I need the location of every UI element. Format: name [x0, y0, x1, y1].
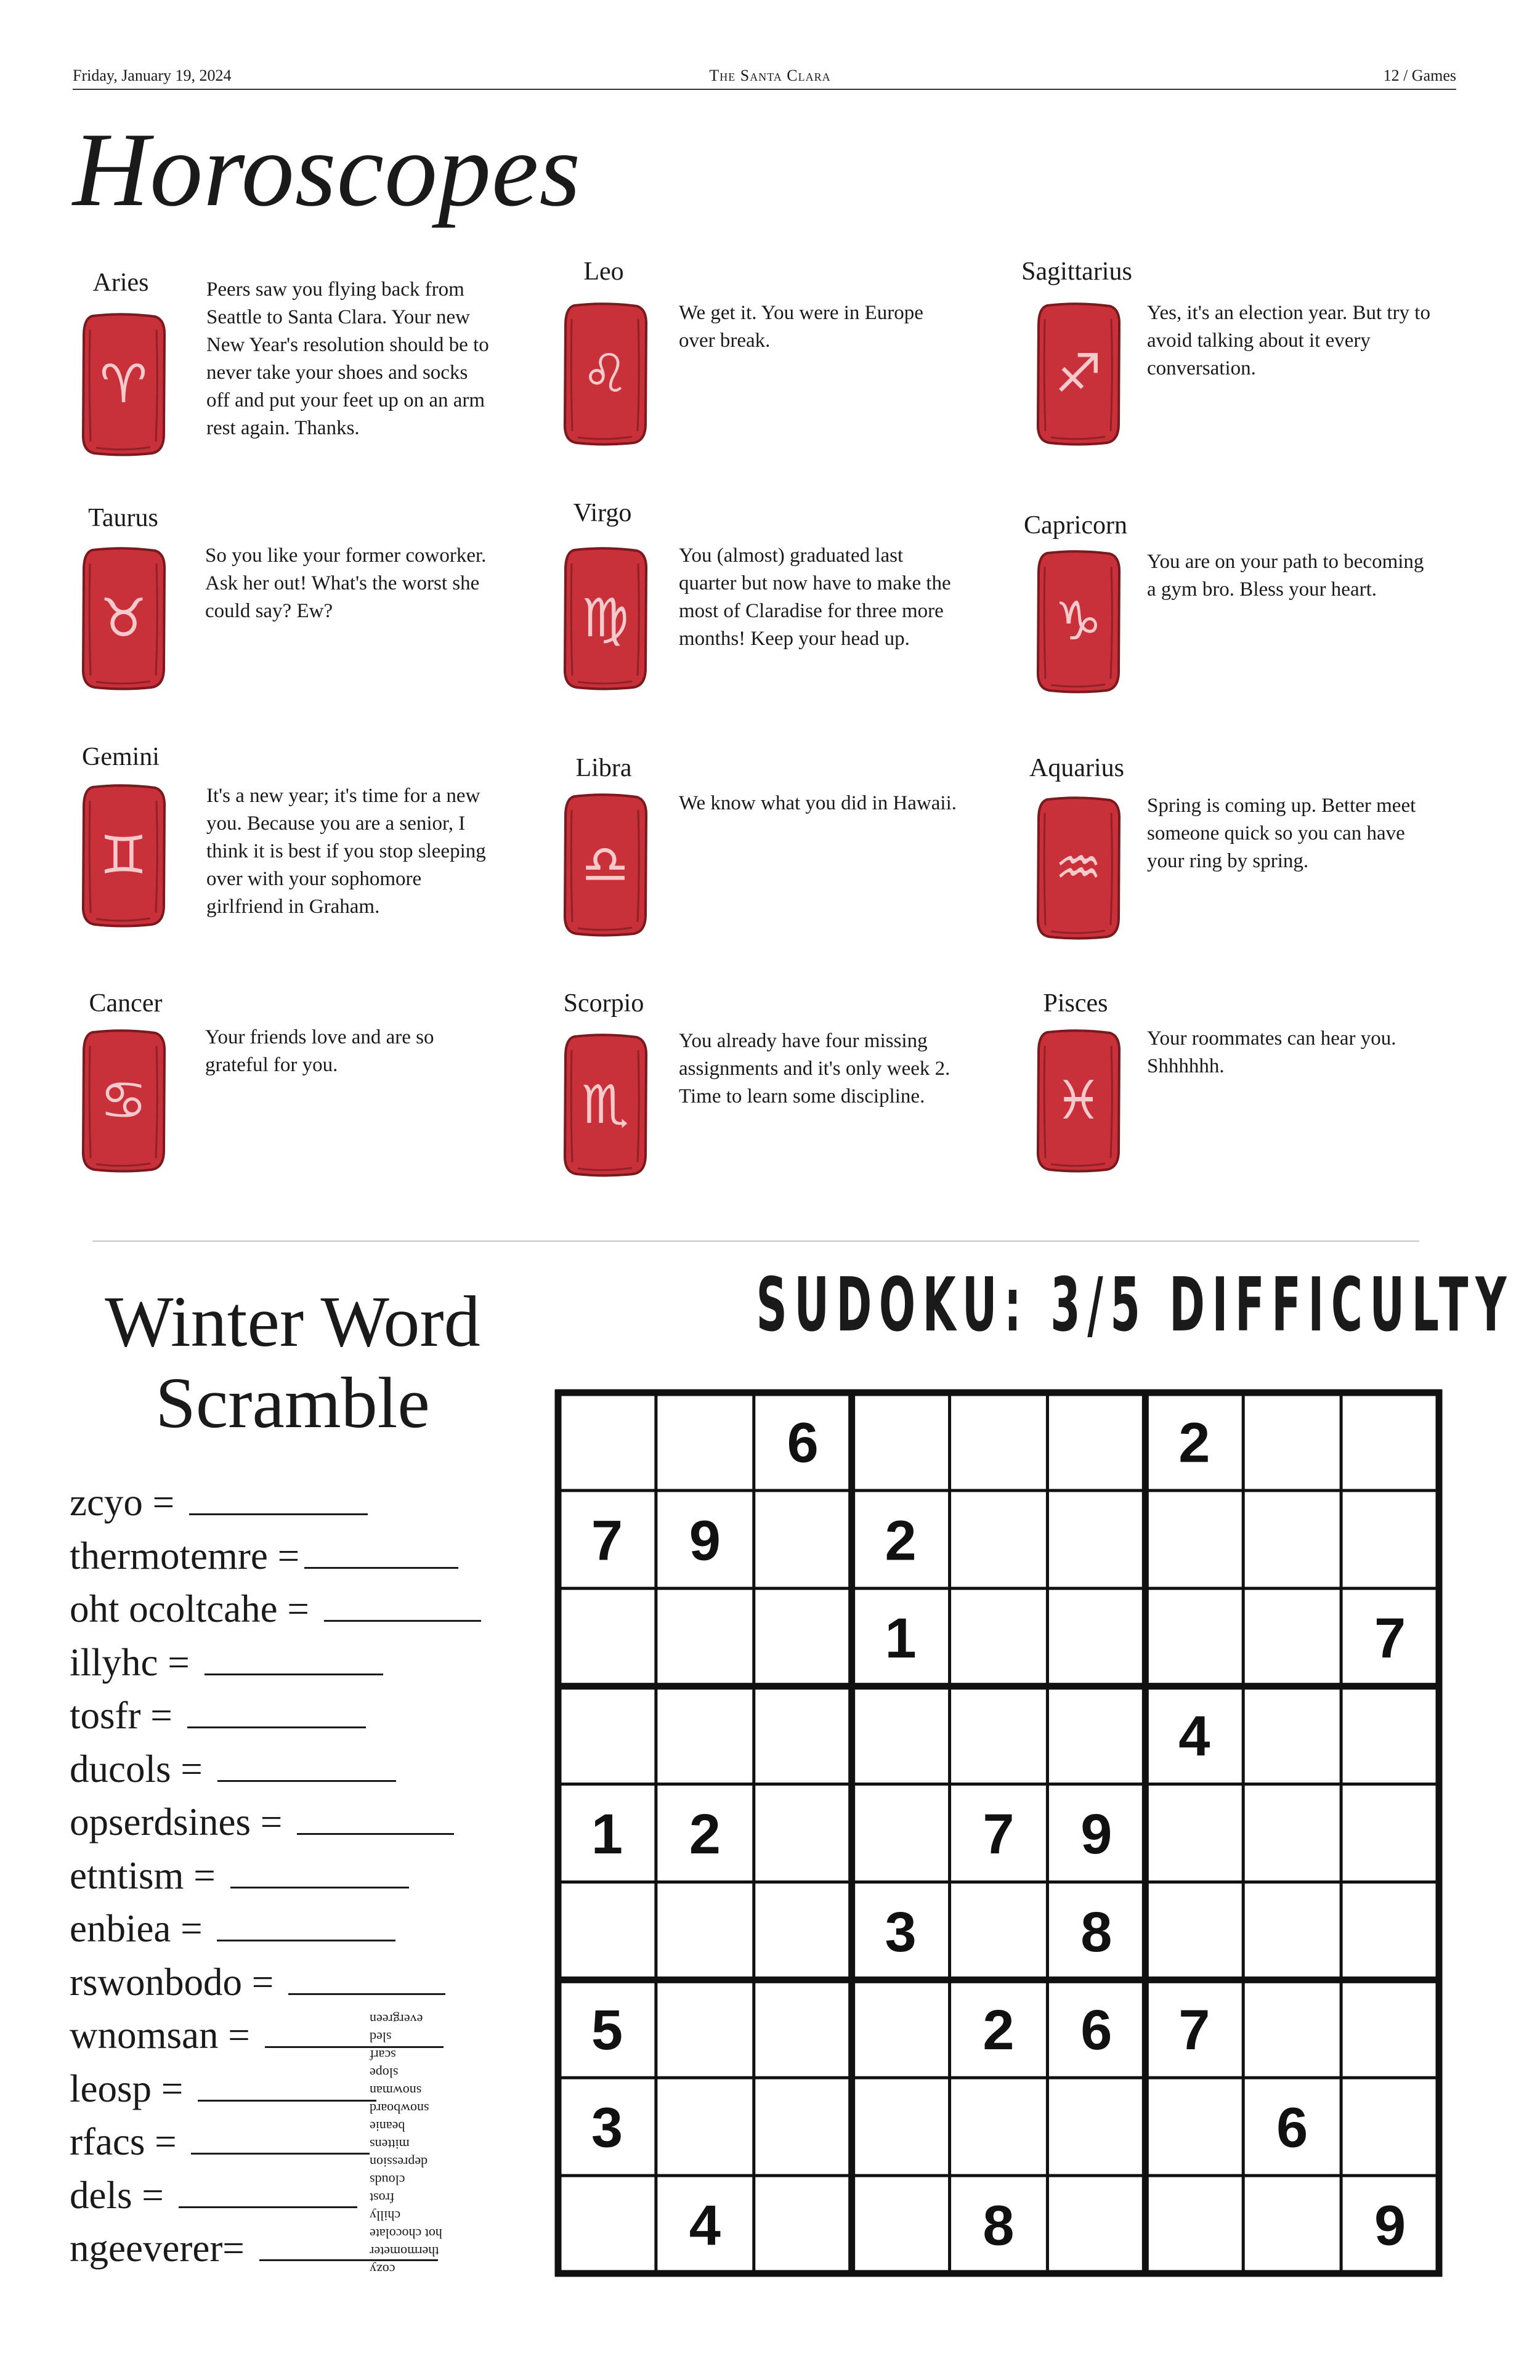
aries-zodiac-tile-icon: [79, 311, 168, 458]
scrambled-word: oht ocoltcahe =: [70, 1587, 319, 1630]
sudoku-cell[interactable]: [1246, 1689, 1339, 1782]
issue-date: Friday, January 19, 2024: [73, 67, 232, 84]
answer-key-word: depression: [370, 2155, 428, 2170]
scramble-title: [37, 1281, 548, 1444]
sign-name-capricorn: Capricorn: [1024, 511, 1127, 540]
sudoku-given-digit: 2: [1178, 1411, 1210, 1475]
sudoku-cell[interactable]: [659, 1591, 752, 1684]
sudoku-cell[interactable]: [1246, 1787, 1339, 1880]
sign-name-aries: Aries: [92, 269, 149, 297]
sign-name-taurus: Taurus: [88, 504, 158, 532]
answer-key-word: mittens: [370, 2137, 410, 2152]
sudoku-cell[interactable]: [756, 1982, 849, 2075]
sudoku-cell[interactable]: [659, 1395, 752, 1488]
sudoku-cell[interactable]: [854, 2080, 947, 2173]
sign-name-aquarius: Aquarius: [1029, 754, 1124, 782]
scramble-row: [70, 1696, 366, 1735]
sudoku-cell[interactable]: [1246, 1591, 1339, 1684]
sudoku-cell[interactable]: [952, 1591, 1045, 1684]
sudoku-cell[interactable]: [659, 1884, 752, 1977]
sudoku-given-digit: 6: [1276, 2096, 1308, 2159]
sagittarius-zodiac-tile-icon: [1034, 301, 1123, 447]
sudoku-cell[interactable]: [952, 1395, 1045, 1488]
sudoku-given-digit: 1: [591, 1803, 623, 1866]
answer-key-word: frost: [370, 2190, 395, 2206]
sign-name-virgo: Virgo: [573, 499, 632, 527]
sudoku-given-digit: 9: [689, 1509, 721, 1572]
sudoku-cell[interactable]: [854, 1689, 947, 1782]
sign-name-sagittarius: Sagittarius: [1021, 257, 1132, 286]
taurus-zodiac-tile-icon: [79, 545, 168, 692]
capricorn-zodiac-symbol: ♑: [1054, 591, 1103, 652]
answer-key-word: hot chocolate: [370, 2226, 442, 2241]
sudoku-given-digit: 9: [1374, 2194, 1406, 2257]
scramble-row: [70, 1483, 368, 1522]
answer-blank[interactable]: [189, 1513, 368, 1515]
answer-key-word: sled: [370, 2030, 392, 2045]
sign-name-libra: Libra: [575, 754, 632, 782]
publication-name: The Santa Clara: [709, 67, 831, 84]
sudoku-cell[interactable]: [1246, 1982, 1339, 2075]
sudoku-cell[interactable]: [756, 1689, 849, 1782]
sign-name-cancer: Cancer: [89, 989, 163, 1018]
sudoku-cell[interactable]: [1050, 1395, 1143, 1488]
horoscope-text-gemini: It's a new year; it's time for a new you. Because you are a senior, I think it is best if you stop sleeping over with your sophomore girlfriend in Graham.: [206, 785, 486, 918]
sudoku-given-digit: 5: [591, 1998, 623, 2062]
answer-blank[interactable]: [205, 1674, 383, 1675]
sudoku-cell[interactable]: [561, 1884, 654, 1977]
scrambled-word: ducols =: [70, 1747, 213, 1791]
answer-key-word: snowboard: [370, 2101, 429, 2116]
scrambled-word: enbiea =: [70, 1907, 213, 1950]
sudoku-cell[interactable]: [952, 1884, 1045, 1977]
horoscopes-title: Horoscopes: [73, 111, 582, 229]
scrambled-word: zcyo =: [70, 1481, 184, 1524]
sudoku-cell[interactable]: [561, 1395, 654, 1488]
sudoku-cell[interactable]: [1148, 1884, 1241, 1977]
pisces-zodiac-symbol: ♓: [1054, 1070, 1103, 1131]
scramble-row: [70, 2066, 376, 2110]
sudoku-cell[interactable]: [1050, 2080, 1143, 2173]
sudoku-given-digit: 2: [689, 1803, 721, 1866]
answer-key-word: clouds: [370, 2172, 405, 2188]
scramble-title-line2: Scramble: [155, 1362, 430, 1443]
sudoku-cell[interactable]: [854, 1395, 947, 1488]
leo-zodiac-symbol: ♌: [581, 343, 630, 405]
sudoku-grid: [554, 1389, 1443, 2277]
sudoku-cell[interactable]: [659, 1689, 752, 1782]
sudoku-cell[interactable]: [1343, 1689, 1437, 1782]
horoscope-text-aries: Peers saw you flying back from Seattle to Santa Clara. Your new New Year's resolution should be to never take your shoes and socks off and put your feet up on an arm rest again. Thanks.: [206, 278, 489, 439]
sudoku-cell[interactable]: [1246, 1395, 1339, 1488]
sudoku-given-digit: 7: [983, 1803, 1015, 1866]
sudoku-cell[interactable]: [1246, 2178, 1339, 2271]
answer-key-word: evergreen: [370, 2012, 423, 2027]
answer-key-word: chilly: [370, 2208, 401, 2224]
scrambled-word: tosfr =: [70, 1694, 182, 1737]
horoscope-text-capricorn: You are on your path to becoming a gym bro. Bless your heart.: [1147, 551, 1424, 601]
scrambled-word: opserdsines =: [70, 1800, 292, 1844]
horoscope-text-leo: We get it. You were in Europe over break.: [679, 302, 923, 352]
sudoku-cell[interactable]: [561, 1591, 654, 1684]
answer-blank[interactable]: [304, 1567, 458, 1569]
sagittarius-zodiac-symbol: ♐: [1054, 343, 1103, 405]
horoscope-text-pisces: Your roommates can hear you. Shhhhhh.: [1147, 1027, 1396, 1077]
answer-blank[interactable]: [288, 1993, 445, 1995]
scramble-row: [70, 2120, 370, 2163]
sudoku-cell[interactable]: [1343, 1395, 1437, 1488]
sign-name-pisces: Pisces: [1043, 989, 1108, 1018]
virgo-zodiac-symbol: ♍: [581, 588, 630, 649]
pisces-zodiac-tile-icon: [1034, 1027, 1123, 1174]
answer-key-word: scarf: [370, 2047, 396, 2063]
sudoku-cell[interactable]: [1148, 1787, 1241, 1880]
sudoku-title: SUDOKU: 3/5 DIFFICULTY: [756, 1263, 1514, 1348]
taurus-zodiac-symbol: ♉: [99, 588, 148, 649]
aquarius-zodiac-symbol: ♒: [1054, 837, 1103, 899]
scrambled-word: wnomsan =: [70, 2014, 260, 2057]
sudoku-cell[interactable]: [1343, 1787, 1437, 1880]
sudoku-cell[interactable]: [952, 2080, 1045, 2173]
sudoku-cell[interactable]: [1343, 1982, 1437, 2075]
answer-blank[interactable]: [297, 1833, 454, 1835]
scorpio-zodiac-tile-icon: [561, 1032, 650, 1178]
sudoku-given-digit: 1: [885, 1607, 917, 1670]
virgo-zodiac-tile-icon: [561, 545, 650, 692]
sudoku-given-digit: 6: [787, 1411, 819, 1475]
sign-name-gemini: Gemini: [82, 743, 160, 771]
sudoku-given-digit: 2: [885, 1509, 917, 1572]
cancer-zodiac-tile-icon: [79, 1027, 168, 1174]
page-number: 12 / Games: [1383, 67, 1456, 84]
answer-blank[interactable]: [217, 1780, 396, 1782]
answer-blank[interactable]: [217, 1940, 395, 1941]
scrambled-word: ngeeverer=: [70, 2227, 254, 2270]
sudoku-cell[interactable]: [756, 2178, 849, 2271]
horoscope-text-libra: We know what you did in Hawaii.: [679, 792, 957, 814]
scrambled-word: leosp =: [70, 2066, 193, 2110]
sudoku-given-digit: 7: [1178, 1998, 1210, 2062]
sudoku-cell[interactable]: [756, 1493, 849, 1586]
aquarius-zodiac-tile-icon: [1034, 795, 1123, 941]
gemini-zodiac-tile-icon: [79, 782, 168, 929]
answer-blank[interactable]: [191, 2153, 370, 2155]
horoscope-text-virgo: You (almost) graduated last quarter but now have to make the most of Claradise for three more months! Keep your head up.: [679, 544, 951, 650]
sudoku-cell[interactable]: [1343, 1884, 1437, 1977]
scramble-row: [70, 1747, 396, 1791]
sudoku-given-digit: 3: [885, 1900, 917, 1964]
sudoku-given-digit: 6: [1080, 1998, 1112, 2062]
sudoku-cell[interactable]: [561, 1689, 654, 1782]
sign-name-leo: Leo: [583, 257, 624, 286]
sudoku-cell[interactable]: [1343, 2080, 1437, 2173]
horoscope-text-scorpio: You already have four missing assignments and it's only week 2. Time to learn some discipline.: [679, 1030, 950, 1107]
sudoku-cell[interactable]: [1343, 1493, 1437, 1586]
answer-blank[interactable]: [187, 1726, 366, 1728]
sudoku-given-digit: 7: [1374, 1607, 1406, 1670]
scramble-row: [70, 1960, 445, 2004]
scrambled-word: thermotemre =: [70, 1534, 300, 1577]
horoscope-text-taurus: So you like your former coworker. Ask her out! What's the worst she could say? Ew?: [205, 544, 487, 622]
gemini-zodiac-symbol: ♊: [99, 825, 148, 886]
scramble-row: [70, 1640, 383, 1684]
capricorn-zodiac-tile-icon: [1034, 548, 1123, 695]
sudoku-cell[interactable]: [756, 1591, 849, 1684]
sudoku-cell[interactable]: [1050, 1493, 1143, 1586]
horoscope-text-aquarius: Spring is coming up. Better meet someone quick so you can have your ring by spring.: [1147, 795, 1416, 872]
sudoku-given-digit: 8: [983, 2194, 1015, 2257]
libra-zodiac-tile-icon: [561, 791, 650, 938]
answer-key-word: cozy: [370, 2262, 395, 2277]
libra-zodiac-symbol: ♎: [581, 834, 630, 896]
sudoku-cell[interactable]: [952, 1689, 1045, 1782]
sudoku-given-digit: 3: [591, 2096, 623, 2159]
sudoku-cell[interactable]: [756, 1884, 849, 1977]
sudoku-given-digit: 2: [983, 1998, 1015, 2062]
scramble-row: [70, 1853, 409, 1897]
section-divider: [92, 1241, 1419, 1242]
aries-zodiac-symbol: ♈: [99, 354, 148, 415]
scrambled-word: dels =: [70, 2173, 174, 2217]
scorpio-zodiac-symbol: ♏: [581, 1074, 630, 1136]
sudoku-cell[interactable]: [1148, 1493, 1241, 1586]
sudoku-cell[interactable]: [1148, 2178, 1241, 2271]
answer-key-word: slope: [370, 2065, 399, 2081]
header-rule: [73, 89, 1456, 90]
sudoku-given-digit: 4: [1178, 1705, 1210, 1768]
scramble-row: [70, 1800, 454, 1844]
sudoku-cell[interactable]: [659, 1982, 752, 2075]
sudoku-cell[interactable]: [561, 2178, 654, 2271]
answer-key-word: snowman: [370, 2083, 422, 2099]
scrambled-word: rfacs =: [70, 2120, 187, 2163]
scramble-row: [70, 1534, 458, 1577]
sudoku-cell[interactable]: [1148, 1591, 1241, 1684]
answer-blank[interactable]: [179, 2206, 357, 2208]
leo-zodiac-tile-icon: [561, 301, 650, 447]
sudoku-cell[interactable]: [659, 2080, 752, 2173]
answer-blank[interactable]: [198, 2100, 376, 2102]
sudoku-given-digit: 9: [1080, 1803, 1112, 1866]
sudoku-cell[interactable]: [1050, 1689, 1143, 1782]
sudoku-cell[interactable]: [1246, 1884, 1339, 1977]
sudoku-cell[interactable]: [1050, 2178, 1143, 2271]
answer-blank[interactable]: [324, 1620, 481, 1622]
sudoku-cell[interactable]: [854, 2178, 947, 2271]
answer-key-word: thermometer: [370, 2244, 439, 2259]
scrambled-word: rswonbodo =: [70, 1960, 284, 2004]
answer-key-word: beanie: [370, 2119, 405, 2134]
scramble-title-line1: Winter Word: [105, 1281, 480, 1362]
scrambled-word: illyhc =: [70, 1640, 200, 1684]
cancer-zodiac-symbol: ♋: [99, 1070, 148, 1131]
answer-blank[interactable]: [230, 1887, 409, 1888]
sudoku-cell[interactable]: [1246, 1493, 1339, 1586]
sudoku-cell[interactable]: [952, 1493, 1045, 1586]
sudoku-cell[interactable]: [1148, 2080, 1241, 2173]
horoscope-text-cancer: Your friends love and are so grateful for you.: [205, 1026, 434, 1076]
scramble-row: [70, 1587, 481, 1630]
sudoku-given-digit: 7: [591, 1509, 623, 1572]
sudoku-given-digit: 8: [1080, 1900, 1112, 1964]
sudoku-cell[interactable]: [756, 1787, 849, 1880]
sign-name-scorpio: Scorpio: [563, 989, 644, 1018]
scramble-row: [70, 2173, 357, 2217]
sudoku-given-digit: 4: [689, 2194, 721, 2257]
sudoku-cell[interactable]: [854, 1787, 947, 1880]
answer-key-upside-down: [370, 2005, 517, 2276]
sudoku-cell[interactable]: [756, 2080, 849, 2173]
scramble-row: [70, 1909, 395, 1948]
sudoku-cell[interactable]: [854, 1982, 947, 2075]
sudoku-cell[interactable]: [1050, 1591, 1143, 1684]
horoscope-text-sagittarius: Yes, it's an election year. But try to avoid talking about it every conversation.: [1147, 302, 1430, 379]
scrambled-word: etntism =: [70, 1853, 225, 1897]
